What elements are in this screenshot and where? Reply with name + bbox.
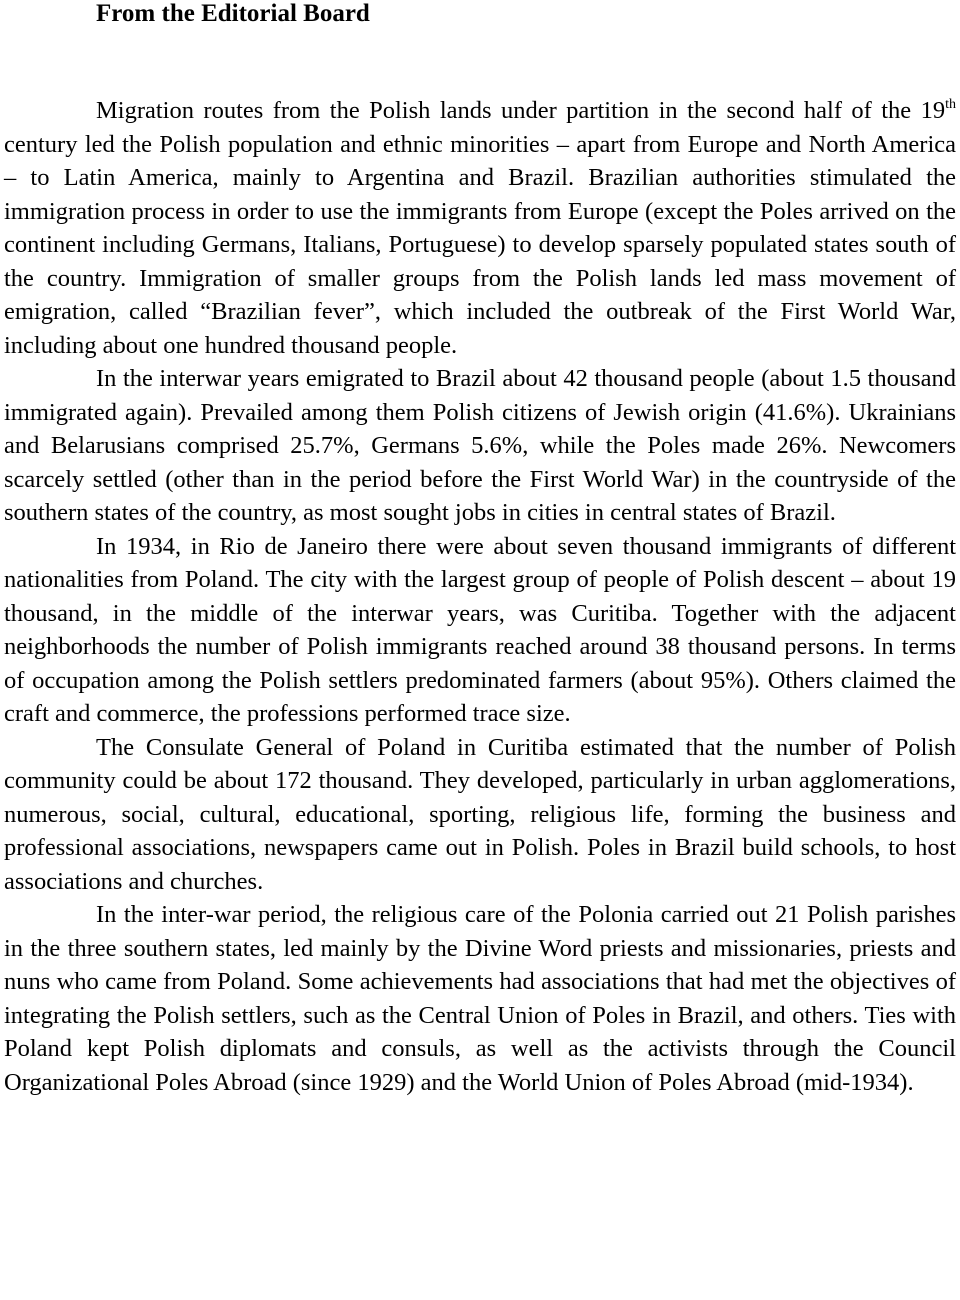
ordinal-superscript: th bbox=[945, 97, 956, 112]
paragraph-5: In the inter-war period, the religious care of the Polonia carried out 21 Polish parishes in the three southern states, led mainly by the Divine Word priests and missionaries, priests and nuns who came from Poland. Some achievements had associations that had met the objectives of integrating the Polish settlers, such as the Central Union of Poles in Brazil, and others. Ties with Poland kept Polish diplomats and consuls, as well as the activists through the Council Organizational Poles Abroad (since 1929) and the World Union of Poles Abroad (mid-1934). bbox=[4, 901, 956, 1096]
paragraph-2: In the interwar years emigrated to Brazil about 42 thousand people (about 1.5 thousand immigrated again). Prevailed among them Polish citizens of Jewish origin (41.6%). Ukrainians and Belarusians comprised 25.7%, Germans 5.6%, while the Poles made 26%. Newcomers scarcely settled (other than in the period before the First World War) in the countryside of the southern states of the country, as most sought jobs in cities in central states of Brazil. bbox=[4, 365, 956, 526]
article-body bbox=[4, 94, 956, 1099]
paragraph-4: The Consulate General of Poland in Curitiba estimated that the number of Polish community could be about 172 thousand. They developed, particularly in urban agglomerations, numerous, social, cultural, educational, sporting, religious life, forming the business and professional associations, newspapers came out in Polish. Poles in Brazil build schools, to host associations and churches. bbox=[4, 733, 956, 895]
page-title: From the Editorial Board bbox=[96, 0, 370, 27]
paragraph-1-text-start: Migration routes from the Polish lands under partition in the second half of the 19 bbox=[96, 97, 946, 124]
paragraph-1 bbox=[4, 94, 956, 362]
paragraph-3: In 1934, in Rio de Janeiro there were about seven thousand immigrants of different nationalities from Poland. The city with the largest group of people of Polish descent – about 19 thousand, in the middle of the interwar years, was Curitiba. Together with the adjacent neighborhoods the number of Polish immigrants reached around 38 thousand persons. In terms of occupation among the Polish settlers predominated farmers (about 95%). Others claimed the craft and commerce, the professions performed trace size. bbox=[4, 532, 956, 727]
paragraph-1-text-end: century led the Polish population and ethnic minorities – apart from Europe and North America – to Latin America, mainly to Argentina and Brazil. Brazilian authorities stimulated the immigration process in order to use the immigrants from Europe (except the Poles arrived on the continent including Germans, Italians, Portuguese) to develop sparsely populated states south of the country. Immigration of smaller groups from the Polish lands led mass movement of emigration, called “Brazilian fever”, which included the outbreak of the First World War, including about one hundred thousand people. bbox=[4, 130, 956, 359]
